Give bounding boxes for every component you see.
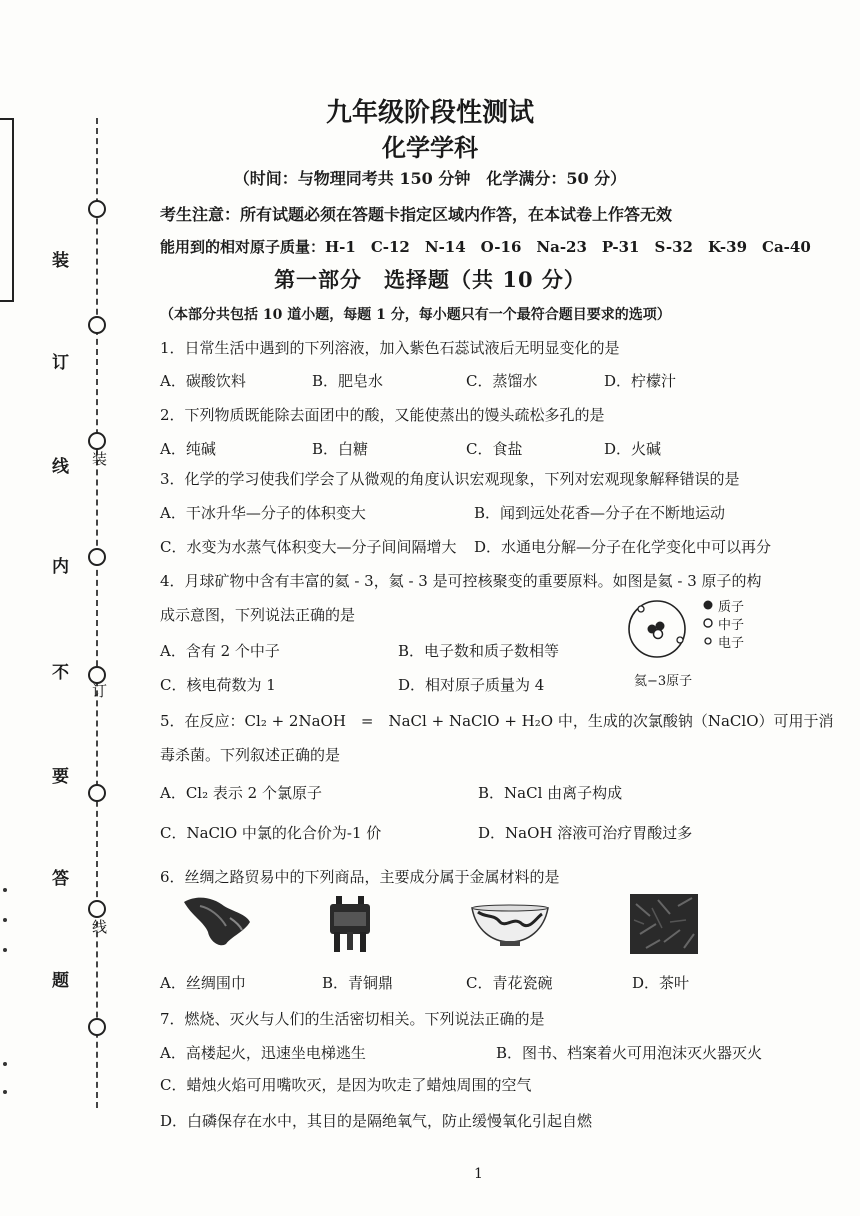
q5-option-c: C．NaClO 中氯的化合价为-1 价: [160, 824, 382, 842]
atomic-masses: 能用到的相对原子质量：H-1 C-12 N-14 O-16 Na-23 P-31 S-32 K-39 Ca-40: [160, 238, 811, 256]
q3-stem: 3．化学的学习使我们学会了从微观的角度认识宏观现象，下列对宏观现象解释错误的是: [160, 470, 740, 488]
scan-speck: [3, 888, 7, 892]
q7-option-b: B．图书、档案着火可用泡沫灭火器灭火: [496, 1044, 763, 1062]
q2-option-c: C．食盐: [466, 440, 523, 458]
q4-option-d: D．相对原子质量为 4: [398, 676, 545, 694]
q6-option-d: D．茶叶: [632, 974, 690, 992]
q4-option-c: C．核电荷数为 1: [160, 676, 276, 694]
exam-notice: 考生注意：所有试题必须在答题卡指定区域内作答，在本试卷上作答无效: [160, 205, 673, 224]
exam-title: 九年级阶段性测试: [325, 98, 534, 128]
q5-option-a: A．Cl₂ 表示 2 个氯原子: [160, 784, 322, 802]
q1-option-d: D．柠檬汁: [604, 372, 677, 390]
q6-option-c: C．青花瓷碗: [466, 974, 553, 992]
margin-small-char: 订: [92, 682, 108, 700]
atom-caption: 氦−3原子: [634, 674, 693, 689]
porcelain-bowl-image: [470, 902, 550, 948]
q1-option-c: C．蒸馏水: [466, 372, 538, 390]
q2-stem: 2．下列物质既能除去面团中的酸，又能使蒸出的馒头疏松多孔的是: [160, 406, 605, 424]
q5-option-d: D．NaOH 溶液可治疗胃酸过多: [478, 824, 693, 842]
q5-stem: 5．在反应：Cl₂ + 2NaOH = NaCl + NaClO + H₂O 中，生成的次氯酸钠（NaClO）可用于消: [160, 712, 834, 730]
q7-stem: 7．燃烧、灭火与人们的生活密切相关。下列说法正确的是: [160, 1010, 545, 1028]
legend-proton: 质子: [718, 600, 745, 615]
scan-speck: [3, 1062, 7, 1066]
electron-legend-icon: [702, 635, 714, 647]
margin-char: 订: [52, 353, 69, 373]
q1-option-a: A．碳酸饮料: [160, 372, 246, 390]
margin-small-char: 装: [92, 450, 108, 468]
q7-option-d: D．白磷保存在水中，其目的是隔绝氧气，防止缓慢氧化引起自燃: [160, 1112, 593, 1130]
q4-stem: 4．月球矿物中含有丰富的氦 - 3，氦 - 3 是可控核聚变的重要原料。如图是氦 - 3 原子的构: [160, 572, 762, 590]
q2-option-b: B．白糖: [312, 440, 369, 458]
subject-title: 化学学科: [382, 133, 478, 162]
q7-option-a: A．高楼起火，迅速坐电梯逃生: [160, 1044, 366, 1062]
q6-stem: 6．丝绸之路贸易中的下列商品，主要成分属于金属材料的是: [160, 868, 560, 886]
section-title: 第一部分 选择题（共 10 分）: [274, 267, 586, 292]
tea-leaves-image: [630, 894, 698, 954]
binding-hole: [88, 1018, 106, 1036]
scan-speck: [3, 1090, 7, 1094]
binding-hole: [88, 784, 106, 802]
q4-option-b: B．电子数和质子数相等: [398, 642, 560, 660]
q7-option-c: C．蜡烛火焰可用嘴吹灭，是因为吹走了蜡烛周围的空气: [160, 1076, 532, 1094]
margin-small-char: 线: [92, 918, 108, 936]
margin-char: 线: [52, 457, 69, 477]
legend-electron: 电子: [718, 636, 745, 651]
binding-hole: [88, 316, 106, 334]
page-number: 1: [474, 1166, 483, 1182]
q2-option-d: D．火碱: [604, 440, 662, 458]
q3-option-b: B．闻到远处花香—分子在不断地运动: [474, 504, 726, 522]
margin-char: 要: [52, 767, 69, 787]
q3-option-a: A．干冰升华—分子的体积变大: [160, 504, 366, 522]
q3-option-c: C．水变为水蒸气体积变大—分子间间隔增大: [160, 538, 457, 556]
q5-stem-cont: 毒杀菌。下列叙述正确的是: [160, 746, 341, 764]
binding-hole: [88, 548, 106, 566]
q6-option-a: A．丝绸围巾: [160, 974, 246, 992]
legend-neutron: 中子: [718, 618, 745, 633]
time-note: （时间：与物理同考共 150 分钟 化学满分：50 分）: [233, 169, 627, 188]
margin-char: 内: [52, 557, 69, 577]
q6-option-b: B．青铜鼎: [322, 974, 394, 992]
margin-char: 答: [52, 869, 69, 889]
margin-char: 不: [52, 663, 69, 683]
margin-char: 装: [52, 251, 69, 271]
proton-legend-icon: [702, 599, 714, 611]
bronze-ding-image: [326, 894, 374, 954]
q1-option-b: B．肥皂水: [312, 372, 384, 390]
q5-option-b: B．NaCl 由离子构成: [478, 784, 623, 802]
helium3-atom-diagram: [624, 596, 690, 662]
binding-hole: [88, 200, 106, 218]
q4-option-a: A．含有 2 个中子: [160, 642, 280, 660]
q1-stem: 1．日常生活中遇到的下列溶液，加入紫色石蕊试液后无明显变化的是: [160, 339, 620, 357]
neutron-legend-icon: [702, 617, 714, 629]
margin-char: 题: [52, 971, 69, 991]
q4-stem-cont: 成示意图，下列说法正确的是: [160, 606, 356, 624]
q3-option-d: D．水通电分解—分子在化学变化中可以再分: [474, 538, 772, 556]
section-note: （本部分共包括 10 道小题，每题 1 分，每小题只有一个最符合题目要求的选项）: [160, 307, 671, 323]
q2-option-a: A．纯碱: [160, 440, 216, 458]
scan-speck: [3, 918, 7, 922]
scan-speck: [3, 948, 7, 952]
silk-scarf-image: [180, 892, 254, 950]
